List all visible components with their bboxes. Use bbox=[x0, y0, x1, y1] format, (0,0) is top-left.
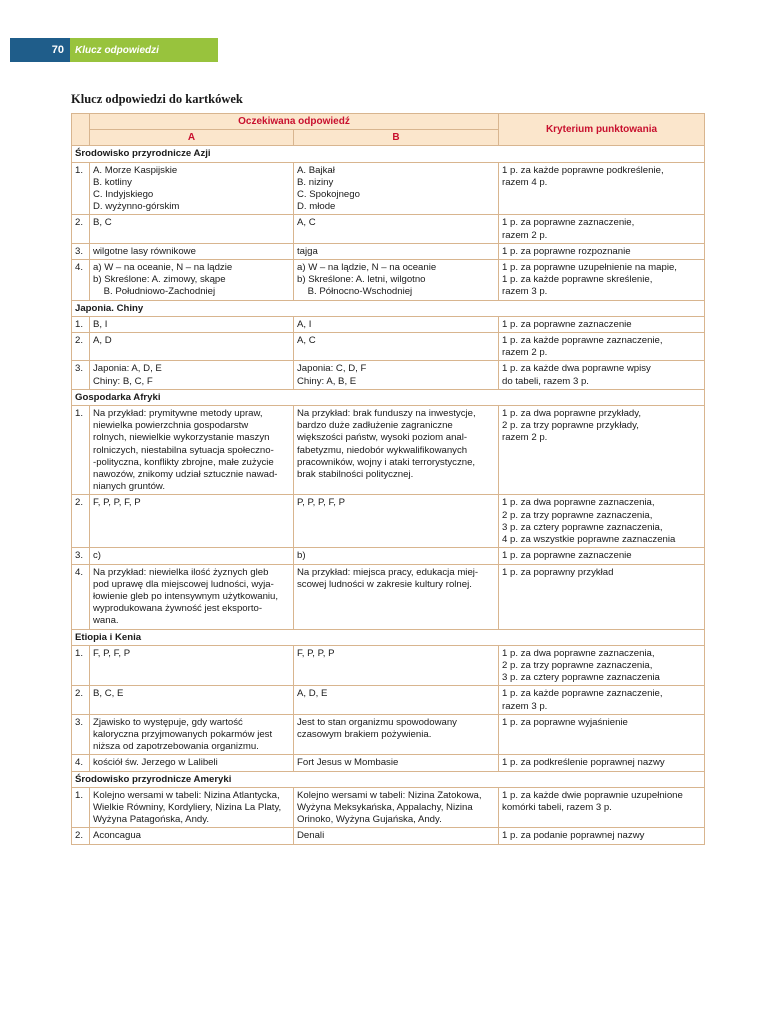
cell-line: Wyżyna Patagońska, Andy. bbox=[93, 814, 209, 826]
cell-line: Jest to stan organizmu spowodowany bbox=[297, 716, 457, 728]
question-number: 3. bbox=[72, 714, 90, 755]
criterion-cell bbox=[499, 243, 705, 259]
criterion-cell bbox=[499, 714, 705, 755]
table-row bbox=[72, 316, 705, 332]
cell-line: Zjawisko to występuje, gdy wartość bbox=[93, 716, 243, 728]
cell-line: 1 p. za dwa poprawne zaznaczenia, bbox=[502, 497, 655, 509]
cell-line: razem 4 p. bbox=[502, 176, 548, 188]
answer-a-cell bbox=[90, 755, 294, 771]
cell-line: scowej ludności w zakresie kultury rolnej. bbox=[297, 578, 472, 590]
cell-line: b) bbox=[297, 550, 306, 562]
table-row bbox=[72, 548, 705, 564]
cell-line: A. Bajkał bbox=[297, 164, 335, 176]
cell-line: b) Skreślone: A. zimowy, skąpe bbox=[93, 274, 226, 286]
table-row bbox=[72, 755, 705, 771]
cell-line: razem 2 p. bbox=[502, 229, 548, 241]
cell-line: Japonia: C, D, F bbox=[297, 363, 367, 375]
column-a-header: A bbox=[90, 130, 294, 146]
cell-line: razem 2 p. bbox=[502, 347, 548, 359]
table-row bbox=[72, 215, 705, 243]
cell-line: wana. bbox=[93, 615, 119, 627]
cell-line: B, C bbox=[93, 217, 112, 229]
cell-line: Na przykład: prymitywne metody upraw, bbox=[93, 408, 263, 420]
answer-b-cell bbox=[294, 333, 499, 361]
cell-line: Na przykład: brak funduszy na inwestycje, bbox=[297, 408, 476, 420]
cell-line: c) bbox=[93, 550, 101, 562]
cell-line: nawozów, znikomy udział sztucznie nawad- bbox=[93, 469, 278, 481]
question-number: 1. bbox=[72, 162, 90, 215]
question-number: 4. bbox=[72, 260, 90, 301]
criterion-cell bbox=[499, 406, 705, 495]
cell-line: Chiny: B, C, F bbox=[93, 375, 153, 387]
answer-a-cell bbox=[90, 361, 294, 389]
cell-line: 1 p. za podanie poprawnej nazwy bbox=[502, 830, 645, 842]
cell-line: B. kotliny bbox=[93, 176, 132, 188]
table-row bbox=[72, 406, 705, 495]
table-row bbox=[72, 495, 705, 548]
criterion-cell bbox=[499, 787, 705, 828]
criterion-cell bbox=[499, 162, 705, 215]
cell-line: 1 p. za każde poprawne zaznaczenie, bbox=[502, 688, 663, 700]
cell-line: rolnych, niewielkie wykorzystanie maszyn bbox=[93, 432, 270, 444]
cell-line: Denali bbox=[297, 830, 325, 842]
answer-a-cell bbox=[90, 260, 294, 301]
question-number: 1. bbox=[72, 645, 90, 686]
table-row bbox=[72, 243, 705, 259]
criterion-cell bbox=[499, 316, 705, 332]
cell-line: kościół św. Jerzego w Lalibeli bbox=[93, 757, 218, 769]
cell-line: F, P, F, P bbox=[93, 647, 131, 659]
cell-line: komórki tabeli, razem 3 p. bbox=[502, 801, 612, 813]
answer-a-cell bbox=[90, 686, 294, 714]
table-row bbox=[72, 564, 705, 629]
cell-line: A, C bbox=[297, 335, 316, 347]
cell-line: Japonia: A, D, E bbox=[93, 363, 162, 375]
section-row bbox=[72, 629, 705, 645]
question-number: 2. bbox=[72, 495, 90, 548]
cell-line: P, P, P, F, P bbox=[297, 497, 346, 509]
cell-line: niższa od zapotrzebowania organizmu. bbox=[93, 741, 259, 753]
cell-line: brak stabilności politycznej. bbox=[297, 469, 414, 481]
criterion-cell bbox=[499, 548, 705, 564]
table-body bbox=[72, 146, 705, 844]
cell-line: -polityczna, konflikty zbrojne, małe zużycie bbox=[93, 456, 274, 468]
section-title: Gospodarka Afryki bbox=[72, 389, 705, 405]
cell-line: 1 p. za każde dwie poprawnie uzupełnione bbox=[502, 789, 683, 801]
table-row bbox=[72, 686, 705, 714]
question-number: 1. bbox=[72, 787, 90, 828]
cell-line: A, I bbox=[297, 318, 312, 330]
cell-line: B, I bbox=[93, 318, 108, 330]
cell-line: 2 p. za trzy poprawne przykłady, bbox=[502, 420, 639, 432]
cell-line: tajga bbox=[297, 245, 318, 257]
answer-b-cell bbox=[294, 162, 499, 215]
answer-a-cell bbox=[90, 215, 294, 243]
cell-line: fabetyzmu, niedobór wykwalifikowanych bbox=[297, 444, 468, 456]
cell-line: wyprodukowana żywność jest eksporto- bbox=[93, 603, 263, 615]
criterion-cell bbox=[499, 361, 705, 389]
criterion-cell bbox=[499, 645, 705, 686]
answer-b-cell bbox=[294, 215, 499, 243]
criterion-cell bbox=[499, 260, 705, 301]
cell-line: Kolejno wersami w tabeli: Nizina Zatokowa, bbox=[297, 789, 482, 801]
cell-line: 1 p. za poprawne zaznaczenie, bbox=[502, 217, 635, 229]
table-row bbox=[72, 645, 705, 686]
answer-a-cell bbox=[90, 714, 294, 755]
answer-b-cell bbox=[294, 686, 499, 714]
answer-a-cell bbox=[90, 548, 294, 564]
table-row bbox=[72, 333, 705, 361]
question-number: 3. bbox=[72, 548, 90, 564]
answer-b-cell bbox=[294, 828, 499, 844]
answer-a-cell bbox=[90, 333, 294, 361]
cell-line: pracowników, wojny i ataki terrorystyczne, bbox=[297, 456, 476, 468]
cell-line: razem 3 p. bbox=[502, 286, 548, 298]
cell-line: 1 p. za każde dwa poprawne wpisy bbox=[502, 363, 651, 375]
criterion-cell bbox=[499, 215, 705, 243]
cell-line: D. młode bbox=[297, 201, 336, 213]
cell-line: większości państw, wysoki poziom anal- bbox=[297, 432, 468, 444]
cell-line: Wielkie Równiny, Kordyliery, Nizina La Platy, bbox=[93, 801, 282, 813]
criterion-cell bbox=[499, 495, 705, 548]
answer-b-cell bbox=[294, 714, 499, 755]
cell-line: 1 p. za poprawne zaznaczenie bbox=[502, 318, 632, 330]
cell-line: nianych gruntów. bbox=[93, 481, 165, 493]
cell-line: C. Spokojnego bbox=[297, 189, 360, 201]
table-row bbox=[72, 260, 705, 301]
cell-line: B. Północno-Wschodniej bbox=[297, 286, 413, 298]
page-number: 70 bbox=[10, 38, 70, 62]
answer-b-cell bbox=[294, 787, 499, 828]
criterion-cell bbox=[499, 828, 705, 844]
question-number: 2. bbox=[72, 333, 90, 361]
cell-line: C. Indyjskiego bbox=[93, 189, 154, 201]
section-title: Środowisko przyrodnicze Ameryki bbox=[72, 771, 705, 787]
cell-line: rolniczych, niestabilna sytuacja społeczno- bbox=[93, 444, 274, 456]
answer-a-cell bbox=[90, 162, 294, 215]
cell-line: razem 3 p. bbox=[502, 700, 548, 712]
cell-line: b) Skreślone: A. letni, wilgotno bbox=[297, 274, 426, 286]
question-number: 2. bbox=[72, 828, 90, 844]
cell-line: razem 2 p. bbox=[502, 432, 548, 444]
question-number: 3. bbox=[72, 243, 90, 259]
criterion-cell bbox=[499, 564, 705, 629]
question-number: 4. bbox=[72, 564, 90, 629]
cell-line: Na przykład: miejsca pracy, edukacja miej- bbox=[297, 566, 479, 578]
answer-b-cell bbox=[294, 645, 499, 686]
criterion-cell bbox=[499, 333, 705, 361]
answer-key-table bbox=[71, 113, 705, 845]
cell-line: pod uprawę dla miejscowej ludności, wyja- bbox=[93, 578, 274, 590]
cell-line: wilgotne lasy równikowe bbox=[93, 245, 196, 257]
cell-line: czasowym brakiem pożywienia. bbox=[297, 728, 432, 740]
cell-line: Kolejno wersami w tabeli: Nizina Atlantycka, bbox=[93, 789, 280, 801]
cell-line: a) W – na oceanie, N – na lądzie bbox=[93, 262, 233, 274]
cell-line: kaloryczna przyjmowanych pokarmów jest bbox=[93, 728, 273, 740]
cell-line: 1 p. za poprawne uzupełnienie na mapie, bbox=[502, 262, 677, 274]
cell-line: A, D, E bbox=[297, 688, 328, 700]
cell-line: 3 p. za cztery poprawne zaznaczenia, bbox=[502, 521, 663, 533]
cell-line: 4 p. za wszystkie poprawne zaznaczenia bbox=[502, 534, 676, 546]
cell-line: Na przykład: niewielka ilość żyznych gleb bbox=[93, 566, 269, 578]
answer-a-cell bbox=[90, 243, 294, 259]
cell-line: niewielka powierzchnia gospodarstw bbox=[93, 420, 249, 432]
cell-line: 1 p. za podkreślenie poprawnej nazwy bbox=[502, 757, 665, 769]
cell-line: B. Południowo-Zachodniej bbox=[93, 286, 216, 298]
cell-line: bardzo duże zadłużenie zagraniczne bbox=[297, 420, 453, 432]
criterion-header: Kryterium punktowania bbox=[499, 114, 705, 146]
cell-line: do tabeli, razem 3 p. bbox=[502, 375, 589, 387]
cell-line: a) W – na lądzie, N – na oceanie bbox=[297, 262, 437, 274]
cell-line: Aconcagua bbox=[93, 830, 142, 842]
section-row bbox=[72, 300, 705, 316]
answer-a-cell bbox=[90, 316, 294, 332]
table-row bbox=[72, 828, 705, 844]
question-number: 2. bbox=[72, 686, 90, 714]
document-title: Klucz odpowiedzi do kartkówek bbox=[71, 92, 243, 106]
cell-line: Wyżyna Meksykańska, Appalachy, Nizina bbox=[297, 801, 473, 813]
cell-line: B. niziny bbox=[297, 176, 334, 188]
cell-line: 1 p. za poprawne zaznaczenie bbox=[502, 550, 632, 562]
expected-answer-header: Oczekiwana odpowiedź bbox=[90, 114, 499, 130]
criterion-cell bbox=[499, 755, 705, 771]
cell-line: D. wyżynno-górskim bbox=[93, 201, 180, 213]
cell-line: 1 p. za dwa poprawne przykłady, bbox=[502, 408, 642, 420]
cell-line: A. Morze Kaspijskie bbox=[93, 164, 178, 176]
cell-line: Orinoko, Wyżyna Gujańska, Andy. bbox=[297, 814, 442, 826]
cell-line: 1 p. za poprawne rozpoznanie bbox=[502, 245, 631, 257]
section-row bbox=[72, 146, 705, 162]
cell-line: 2 p. za trzy poprawne zaznaczenia, bbox=[502, 509, 653, 521]
criterion-cell bbox=[499, 686, 705, 714]
answer-b-cell bbox=[294, 406, 499, 495]
cell-line: łowienie gleb po intensywnym użytkowaniu, bbox=[93, 590, 279, 602]
header-num-cell bbox=[72, 114, 90, 146]
question-number: 3. bbox=[72, 361, 90, 389]
section-title: Japonia. Chiny bbox=[72, 300, 705, 316]
question-number: 2. bbox=[72, 215, 90, 243]
cell-line: 1 p. za poprawne wyjaśnienie bbox=[502, 716, 628, 728]
answer-a-cell bbox=[90, 495, 294, 548]
answer-a-cell bbox=[90, 787, 294, 828]
cell-line: Fort Jesus w Mombasie bbox=[297, 757, 399, 769]
answer-b-cell bbox=[294, 755, 499, 771]
answer-a-cell bbox=[90, 828, 294, 844]
answer-b-cell bbox=[294, 243, 499, 259]
answer-b-cell bbox=[294, 495, 499, 548]
cell-line: F, P, P, P bbox=[297, 647, 335, 659]
section-row bbox=[72, 389, 705, 405]
section-title: Środowisko przyrodnicze Azji bbox=[72, 146, 705, 162]
answer-a-cell bbox=[90, 406, 294, 495]
cell-line: 1 p. za dwa poprawne zaznaczenia, bbox=[502, 647, 655, 659]
question-number: 1. bbox=[72, 406, 90, 495]
column-b-header: B bbox=[294, 130, 499, 146]
cell-line: 1 p. za poprawny przykład bbox=[502, 566, 614, 578]
cell-line: A, D bbox=[93, 335, 112, 347]
answer-b-cell bbox=[294, 548, 499, 564]
cell-line: A, C bbox=[297, 217, 316, 229]
answer-b-cell bbox=[294, 564, 499, 629]
table-row bbox=[72, 787, 705, 828]
cell-line: 2 p. za trzy poprawne zaznaczenia, bbox=[502, 659, 653, 671]
cell-line: 1 p. za każde poprawne zaznaczenie, bbox=[502, 335, 663, 347]
page-header-band bbox=[10, 38, 218, 62]
cell-line: 1 p. za każde poprawne podkreślenie, bbox=[502, 164, 664, 176]
cell-line: B, C, E bbox=[93, 688, 124, 700]
answer-b-cell bbox=[294, 316, 499, 332]
table-row bbox=[72, 714, 705, 755]
question-number: 1. bbox=[72, 316, 90, 332]
answer-a-cell bbox=[90, 645, 294, 686]
section-title: Etiopia i Kenia bbox=[72, 629, 705, 645]
answer-b-cell bbox=[294, 361, 499, 389]
page-header-title: Klucz odpowiedzi bbox=[70, 38, 218, 62]
table-row bbox=[72, 162, 705, 215]
cell-line: F, P, P, F, P bbox=[93, 497, 141, 509]
section-row bbox=[72, 771, 705, 787]
answer-a-cell bbox=[90, 564, 294, 629]
cell-line: 3 p. za cztery poprawne zaznaczenia bbox=[502, 672, 660, 684]
cell-line: Chiny: A, B, E bbox=[297, 375, 357, 387]
answer-b-cell bbox=[294, 260, 499, 301]
cell-line: 1 p. za każde poprawne skreślenie, bbox=[502, 274, 653, 286]
table-row bbox=[72, 361, 705, 389]
question-number: 4. bbox=[72, 755, 90, 771]
